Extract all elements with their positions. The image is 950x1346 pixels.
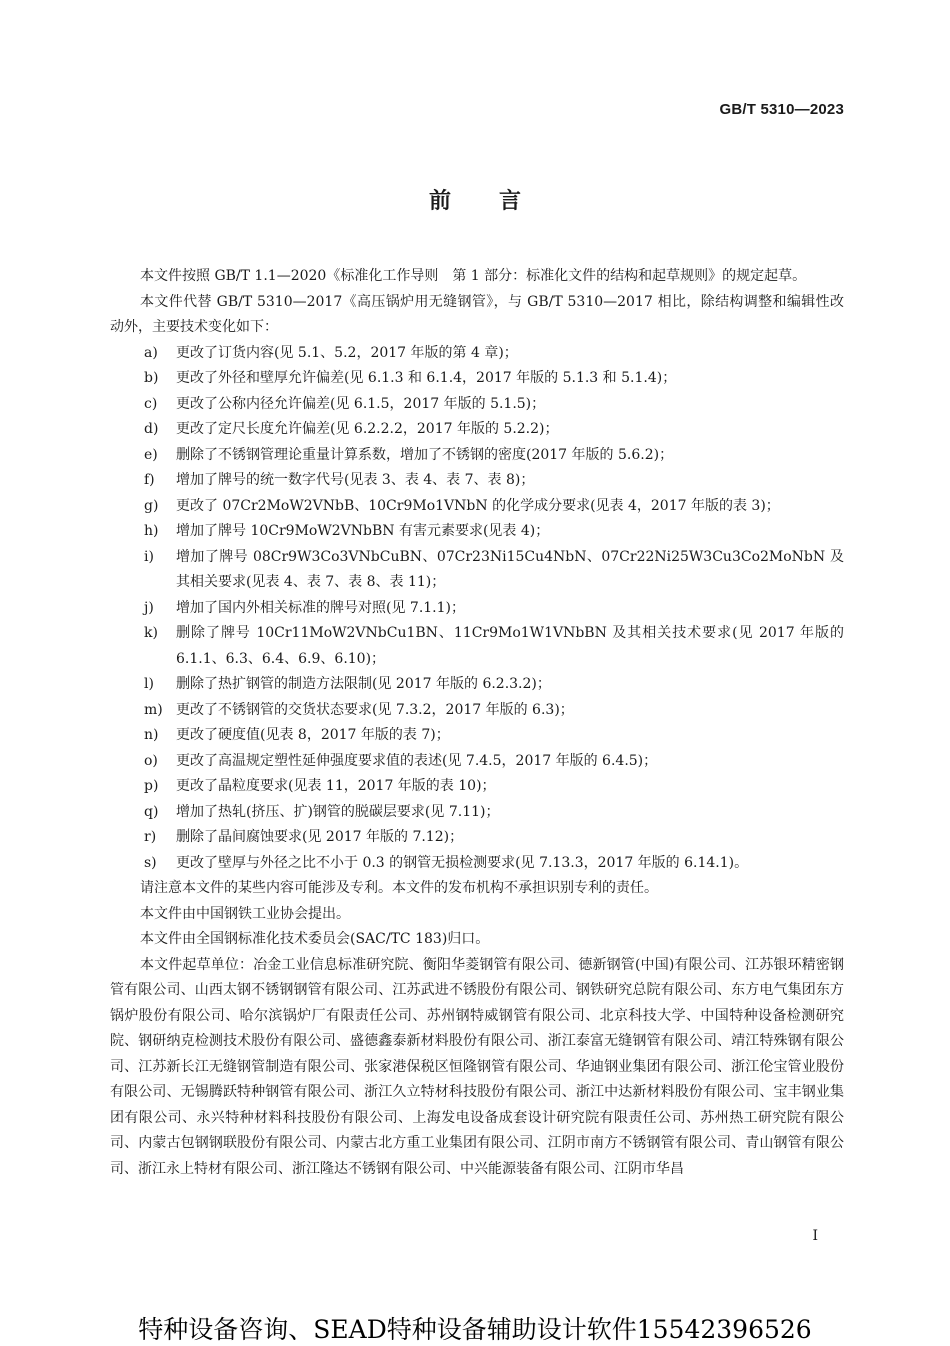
list-item-label: q) [144,803,159,820]
list-item-label: d) [144,421,159,437]
list-item-text: 删除了牌号 10Cr11MoW2VNbCu1BN、11Cr9Mo1W1VNbBN 及其相关技术要求(见 2017 年版的 6.1.1、6.3、6.4、6.9、6.10)； [176,625,844,667]
list-item-text: 删除了不锈钢管理论重量计算系数，增加了不锈钢的密度(2017 年版的 5.6.2)； [176,446,674,463]
standard-number: GB/T 5310—2023 [719,101,844,118]
list-item-label: a) [144,344,158,361]
list-item-text: 增加了国内外相关标准的牌号对照(见 7.1.1)； [176,599,465,616]
list-item [144,723,844,749]
page-title: 前言 [428,188,569,214]
list-item-label: s) [144,854,157,871]
list-item-label: o) [144,752,158,769]
footer-watermark: 特种设备咨询、SEAD特种设备辅助设计软件15542396526 [138,1315,812,1344]
list-item [144,519,844,545]
intro-paragraph: 本文件按照 GB/T 1.1—2020《标准化工作导则 第 1 部分：标准化文件的结构和起草规则》的规定起草。 [140,268,807,284]
list-item [144,392,844,418]
list-item-label: r) [144,829,157,845]
list-item-text: 更改了外径和壁厚允许偏差(见 6.1.3 和 6.1.4，2017 年版的 5.1.3 和 5.1.4)； [176,370,677,386]
list-item [144,341,844,367]
list-item-label: c) [144,395,158,412]
list-item-text: 更改了晶粒度要求(见表 11，2017 年版的表 10)； [176,778,496,794]
list-item [144,545,844,596]
list-item-text: 增加了牌号 10Cr9MoW2VNbBN 有害元素要求(见表 4)； [176,523,550,539]
list-item [144,417,844,443]
list-item [144,774,844,800]
list-item [144,494,844,520]
list-item [144,825,844,851]
list-item-label: f) [144,472,155,488]
list-item-label: e) [144,446,158,463]
list-item-text: 删除了晶间腐蚀要求(见 2017 年版的 7.12)； [176,829,464,845]
list-item-text: 更改了壁厚与外径之比不小于 0.3 的钢管无损检测要求(见 7.13.3，2017 年版的 6.14.1)。 [176,854,749,871]
list-item [144,366,844,392]
committee-paragraph: 本文件由全国钢标准化技术委员会(SAC/TC 183)归口。 [140,931,490,947]
list-item-label: h) [144,523,159,539]
proposer-paragraph: 本文件由中国钢铁工业协会提出。 [140,905,350,922]
list-item-label: b) [144,370,159,386]
list-item-text: 更改了 07Cr2MoW2VNbB、10Cr9Mo1VNbN 的化学成分要求(见表 4，2017 年版的表 3)； [176,497,780,514]
list-item [144,749,844,775]
list-item [144,851,844,877]
list-item [144,672,844,698]
list-item-text: 删除了热扩钢管的制造方法限制(见 2017 年版的 6.2.3.2)； [176,676,551,692]
list-item-text: 更改了硬度值(见表 8，2017 年版的表 7)； [176,727,450,743]
list-item [144,443,844,469]
list-item-label: g) [144,497,159,514]
list-item [144,621,844,672]
list-item-label: m) [144,701,163,718]
list-item-label: k) [144,625,158,641]
list-item-text: 更改了高温规定塑性延伸强度要求值的表述(见 7.4.5，2017 年版的 6.4.5)； [176,752,658,769]
list-item-text: 增加了牌号 08Cr9W3Co3VNbCuBN、07Cr23Ni15Cu4NbN、07Cr22Ni25W3Cu3Co2MoNbN 及其相关要求(见表 4、表 7、表 8、表 11)； [176,548,844,590]
list-item [144,800,844,826]
list-item-text: 更改了订货内容(见 5.1、5.2，2017 年版的第 4 章)； [176,344,518,361]
list-item [144,468,844,494]
drafting-units-paragraph: 本文件起草单位：冶金工业信息标准研究院、衡阳华菱钢管有限公司、德新钢管(中国)有限公司、江苏银环精密钢管有限公司、山西太钢不锈钢钢管有限公司、江苏武进不锈股份有限公司、钢铁研究总院有限公司、东方电气集团东方锅炉股份有限公司、哈尔滨锅炉厂有限责任公司、苏州钢特威钢管有限公司、北京科技大学、中国特种设备检测研究院、钢研纳克检测技术股份有限公司、盛德鑫泰新材料股份有限公司、浙江泰富无缝钢管有限公司、靖江特殊钢有限公司、江苏新长江无缝钢管制造有限公司、张家港保税区恒隆钢管有限公司、华迪钢业集团有限公司、浙江伦宝管业股份有限公司、无锡腾跃特种钢管有限公司、浙江久立特材科技股份有限公司、浙江中达新材料股份有限公司、宝丰钢业集团有限公司、永兴特种材料科技股份有限公司、上海发电设备成套设计研究院有限责任公司、苏州热工研究院有限公司、内蒙古包钢钢联股份有限公司、内蒙古北方重工业集团有限公司、江阴市南方不锈钢管有限公司、青山钢管有限公司、浙江永上特材有限公司、浙江隆达不锈钢有限公司、中兴能源装备有限公司、江阴市华昌 [110,956,844,1177]
list-item [144,698,844,724]
list-item-text: 更改了定尺长度允许偏差(见 6.2.2.2，2017 年版的 5.2.2)； [176,421,559,437]
list-item-label: i) [144,548,154,565]
list-item-label: j) [144,599,154,616]
document-body [110,264,844,1182]
list-item [144,596,844,622]
patent-notice: 请注意本文件的某些内容可能涉及专利。本文件的发布机构不承担识别专利的责任。 [140,880,658,896]
intro-paragraph: 本文件代替 GB/T 5310—2017《高压锅炉用无缝钢管》，与 GB/T 5310—2017 相比，除结构调整和编辑性改动外，主要技术变化如下： [110,293,844,335]
list-item-label: n) [144,727,159,743]
page-number: I [812,1228,818,1244]
list-item-text: 增加了牌号的统一数字代号(见表 3、表 4、表 7、表 8)； [176,472,535,488]
list-item-text: 增加了热轧(挤压、扩)钢管的脱碳层要求(见 7.11)； [176,803,500,820]
list-item-label: l) [144,676,154,692]
list-item-label: p) [144,778,159,794]
list-item-text: 更改了公称内径允许偏差(见 6.1.5，2017 年版的 5.1.5)； [176,395,546,412]
list-item-text: 更改了不锈钢管的交货状态要求(见 7.3.2，2017 年版的 6.3)； [176,701,574,718]
